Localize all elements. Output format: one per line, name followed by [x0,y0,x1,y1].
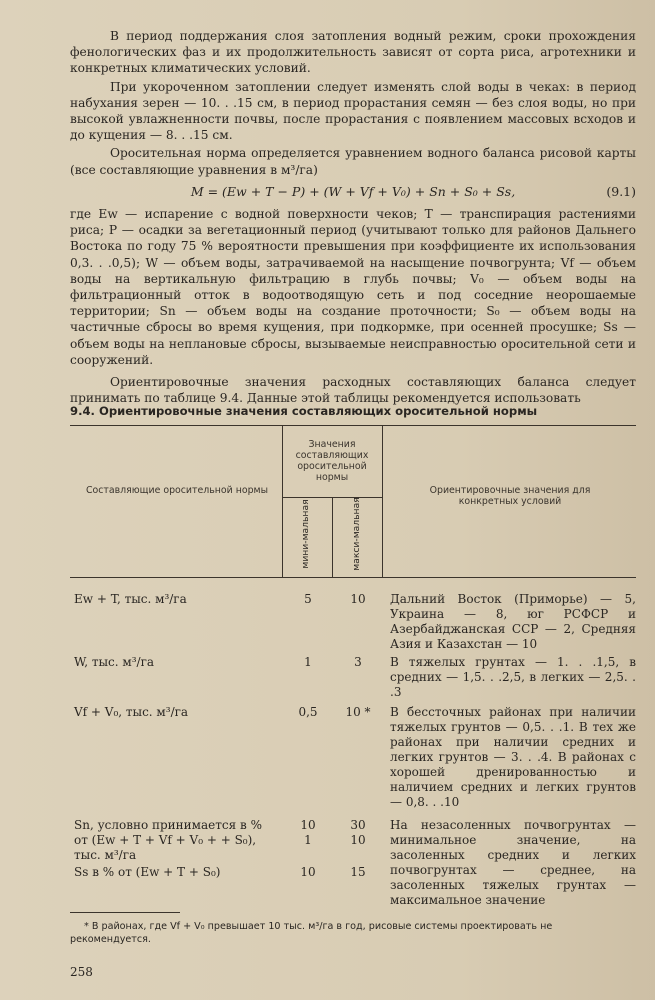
row-6-component: Ss в % от (Ew + T + S₀) [74,865,221,879]
row-6-min: 10 [300,865,316,879]
subheader-rule [282,497,382,498]
row-1-min: 5 [304,592,312,606]
row-4-max: 30 [350,818,366,832]
paragraph-2: При укороченном затоплении следует изменять слой воды в чеках: в период набухания зерен — 10. . .15 см, в период прорастания семян — без слоя воды, но при высокой увлажненности почвы, после прорастания с появлением массовых всходов и до кущения — 8. . .15 см. [70,79,636,143]
row-5-max: 10 [350,833,366,847]
row-5-min: 1 [304,833,312,847]
column-divider-1 [282,425,283,577]
equation-number: (9.1) [606,183,636,199]
page-number: 258 [70,965,93,979]
paragraph-5: Ориентировочные значения расходных составляющих баланса следует принимать по таблице 9.4. Данные этой таблицы рекомендуется использовать [70,375,636,406]
row-3-min: 0,5 [298,705,318,719]
row-3-component: Vf + V₀, тыс. м³/га [74,705,189,719]
header-values-group: Значения составляющих оросительной нормы [295,439,369,483]
footnote-rule [70,912,180,913]
row-4-min: 10 [300,818,316,832]
row-1-note: Дальний Восток (Приморье) — 5, Украина — 8, юг РСФСР и Азербайджанская ССР — 2, Средняя Азия и Казахстан — 10 [390,592,636,651]
table-header-rule [70,577,636,578]
equation-text: M = (Ew + T − P) + (W + Vf + V₀) + Sn + S₀ + Ss, [190,183,516,199]
header-min: мини-мальная [300,499,311,569]
row-3-note: В бессточных районах при наличии тяжелых грунтов — 0,5. . .1. В тех же районах при наличии средних и легких грунтов — 3. . .4. В районах с хорошей дренированностью и наличием средних и легких грунтов — 0,8. . .10 [390,705,636,809]
paragraph-3: Оросительная норма определяется уравнением водного баланса рисовой карты (все составляющие уравнения в м³/га) [70,146,636,177]
paragraph-4: где Ew — испарение с водной поверхности чеков; T — транспирация растениями риса; P — осадки за вегетационный период (учитывают только для районов Дальнего Востока по году 75 % вероятности превышения при коэффициенте их использования 0,3. . .0,5); W — объем воды, затрачиваемой на насыщение почвогрунта; Vf — объем воды на вертикальную фильтрацию в глубь почвы; V₀ — объем воды на фильтрационный отток в водоотводящую сеть и под соседние неорошаемые территории; Sn — объем воды на создание проточности; S₀ — объем воды на частичные сбросы во время кущения, при подкормке, при осенней просушке; Ss — объем воды на неплановые сбросы, вызываемые неисправностью оросительной сети и сооружений. [70,207,636,367]
equation-9-1 [70,184,636,200]
body-text [70,28,636,406]
row-4-note: На незасоленных почвогрунтах — минимальное значение, на засоленных средних и легких почвогрунтах — среднее, на засоленных тяжелых грунтах — максимальное значение [390,818,636,907]
table-title: 9.4. Ориентировочные значения составляющих оросительной нормы [70,404,538,418]
header-component: Составляющие оросительной нормы [85,485,268,496]
row-1-max: 10 [350,592,366,606]
paragraph-1: В период поддержания слоя затопления водный режим, сроки прохождения фенологических фаз и их продолжительность зависят от сорта риса, агротехники и конкретных климатических условий. [70,29,636,76]
row-4-component: Sn, условно принимается в % от (Ew + T + Vf + V₀ + + S₀), тыс. м³/га [74,818,262,862]
header-recommended: Ориентировочные значения для конкретных условий [429,485,591,507]
row-6-max: 15 [350,865,366,879]
header-max: макси-мальная [351,497,362,571]
row-3-max: 10 * [345,705,371,719]
column-divider-minmax [332,497,333,577]
row-1-component: Ew + T, тыс. м³/га [74,592,187,606]
row-2-min: 1 [304,655,312,669]
row-2-component: W, тыс. м³/га [74,655,155,669]
table-top-rule [70,425,636,426]
row-2-note: В тяжелых грунтах — 1. . .1,5, в средних — 1,5. . .2,5, в легких — 2,5. . .3 [390,655,636,699]
row-2-max: 3 [354,655,362,669]
footnote: * В районах, где Vf + V₀ превышает 10 тыс. м³/га в год, рисовые системы проектировать не рекомендуется. [70,921,553,945]
column-divider-2 [382,425,383,577]
